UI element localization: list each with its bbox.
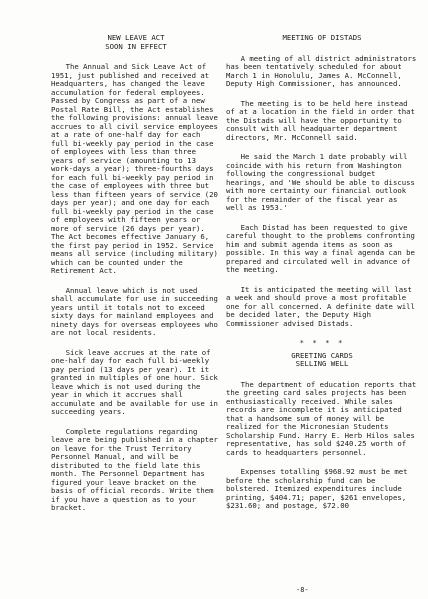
article-paragraph: The meeting is to be held here instead of at a location in the field in order that the Distads will have the opportunity to consult with all headquarter department directors, Mr. McConnell said. [226, 98, 415, 142]
right-column [226, 34, 418, 522]
article-title-line2: SOON IN EFFECT [105, 41, 167, 51]
article-paragraph: He said the March 1 date probably will coincide with his return from Washington following the congressional budget hearings, and 'We should be able to discuss with more certainty our financial outlook for the remainder of the fiscal year as well as 1953.' [226, 152, 415, 212]
article-paragraph: A meeting of all district administrators has been tentatively scheduled for about March 1 in Honolulu, James A. McConnell, Deputy High Commissioner, has announced. [226, 53, 417, 88]
article-paragraph: Each Distad has been requested to give careful thought to the problems confronting him and submit agenda items as soon as possible. In this way a final agenda can be prepared and circulated well in advance of the meeting. [226, 222, 415, 274]
section-separator: * * * * [299, 338, 345, 347]
page-number: -8- [296, 586, 309, 594]
article-paragraph: Sick leave accrues at the rate of one-half day for each full bi-weekly pay period (13 days per year). It it granted in multiples of one hour. Sick leave which is not used during the year in which it accrues shall accumulate and be available for use in succeeding years. [51, 347, 218, 416]
article-paragraph: The Annual and Sick Leave Act of 1951, just published and received at Headquarters, has changed the leave accumulation for federal employees. Passed by Congress as part of a new Postal Rate Bill, the Act establishes the following provisions: annual leave accrues to all civil service employees at a rate of one-half day for each full bi-weekly pay period in the case of employees with less than three years of service (amounting to 13 work-days a year); three-fourths days for each full bi-weekly pay period in the case of employees with three but less than fifteen years of service (20 days per year); and one day for each full bi-weekly pay period in the case of employees with fifteen years or more of service (26 days per year). The Act becomes effective January 6, the first pay period in 1952. Service means all service (including military) which can be counted under the Retirement Act. [51, 62, 218, 275]
article-title: MEETING OF DISTADS [282, 33, 362, 42]
article-paragraph: Complete regulations regarding leave are being published in a chapter on leave for the Trust Territory Personnel Manual, and will be distributed to the field late this month. The Personnel Department has figured your leave bracket on the basis of official records. Write them if you have a question as to your bracket. [51, 426, 218, 512]
article-paragraph: The department of education reports that the greeting card sales projects has been enthusiastically received. While sales records are incomplete it is anticipated that a handsome sum of money will be realized for the Micronesian Students Scholarship Fund. Harry E. Herb Hilos sales representative, has sold $240.25 worth of cards to headquarters personnel. [226, 379, 417, 457]
article-title-line1: NEW LEAVE ACT [107, 33, 165, 42]
left-column [51, 34, 221, 524]
article-title-line1: GREETING CARDS [291, 350, 353, 360]
article-paragraph: Expenses totalling $968.92 must be met before the scholarship fund can be bolstered. Itemized expenditures include printing, $404.71; paper, $261 envelopes, $231.60; and postage, $72.00 [226, 467, 408, 510]
article-paragraph: Annual leave which is not used shall accumulate for use in succeeding years until it totals not to exceed sixty days for mainland employees and ninety days for overseas employees who are not local residents. [51, 285, 218, 337]
article-title-line2: SELLING WELL [295, 359, 349, 368]
article-paragraph: It is anticipated the meeting will last a week and should prove a most profitable one for all concerned. A definite date will be decided later, the Deputy High Commissioner advised Distads. [226, 284, 415, 328]
